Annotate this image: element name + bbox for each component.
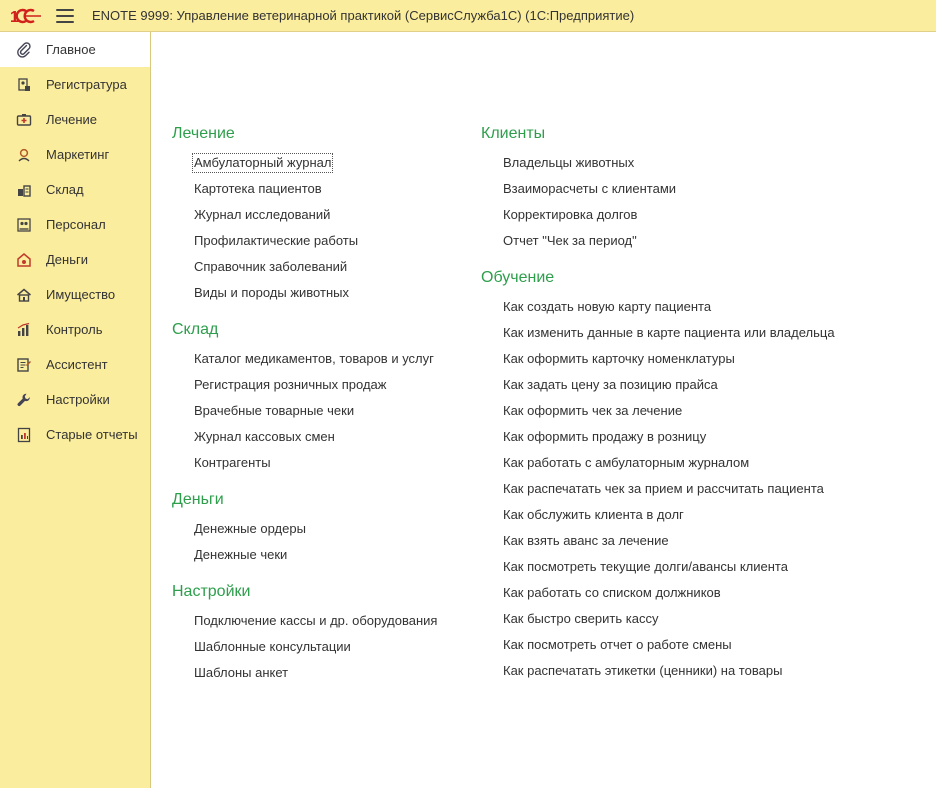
sidebar-item-label: Имущество [46,287,116,302]
nav-link[interactable] [481,376,931,402]
sidebar-item-label: Деньги [46,252,88,267]
nav-link[interactable] [481,610,931,636]
nav-link-text: Как создать новую карту пациента [503,299,712,314]
nav-link[interactable] [172,376,472,402]
sidebar-item-label: Старые отчеты [46,427,138,442]
sidebar-item-8[interactable] [0,312,150,347]
property-icon [16,287,32,303]
sidebar-item-label: Склад [46,182,84,197]
nav-link-text: Владельцы животных [503,155,635,170]
chart-icon [16,322,32,338]
nav-link[interactable] [481,506,931,532]
left-column [172,124,472,700]
nav-link-text: Контрагенты [194,455,271,470]
sidebar-item-label: Лечение [46,112,98,127]
section-title: Деньги [172,491,224,508]
nav-link[interactable] [481,180,931,206]
menu-line-icon [56,15,74,17]
nav-link[interactable] [172,284,472,310]
section-title: Клиенты [481,125,546,142]
nav-link-text: Журнал кассовых смен [194,429,335,444]
money-icon [16,252,32,268]
nav-link[interactable] [172,154,472,180]
nav-link-text: Каталог медикаментов, товаров и услуг [194,351,434,366]
nav-link-text: Как работать со списком должников [503,585,721,600]
nav-link-text: Взаиморасчеты с клиентами [503,181,677,196]
nav-link-text: Шаблонные консультации [194,639,351,654]
section-left-2 [172,490,472,572]
nav-link[interactable] [481,402,931,428]
nav-link-text: Амбулаторный журнал [194,155,332,170]
svg-text:1: 1 [10,8,19,24]
sidebar-item-label: Контроль [46,322,103,337]
nav-link-text: Профилактические работы [194,233,359,248]
nav-link-text: Врачебные товарные чеки [194,403,355,418]
nav-link[interactable] [481,480,931,506]
nav-link[interactable] [172,232,472,258]
sidebar-item-label: Главное [46,42,96,57]
section-left-1 [172,320,472,480]
nav-link-text: Как оформить чек за лечение [503,403,683,418]
nav-link[interactable] [481,532,931,558]
section-title: Настройки [172,583,251,600]
nav-link[interactable] [481,636,931,662]
nav-link[interactable] [481,662,931,688]
nav-link-text: Справочник заболеваний [194,259,348,274]
nav-link[interactable] [172,206,472,232]
nav-link-text: Как взять аванс за лечение [503,533,669,548]
right-column [481,124,931,698]
nav-link[interactable] [481,154,931,180]
nav-link[interactable] [481,350,931,376]
nav-link[interactable] [481,428,931,454]
nav-link[interactable] [172,350,472,376]
nav-link-text: Как распечатать этикетки (ценники) на товары [503,663,783,678]
nav-link-text: Регистрация розничных продаж [194,377,387,392]
sidebar-item-4[interactable] [0,172,150,207]
sidebar-item-label: Маркетинг [46,147,110,162]
nav-link[interactable] [481,558,931,584]
nav-link-text: Журнал исследований [194,207,331,222]
nav-link[interactable] [172,638,472,664]
nav-link-text: Как оформить карточку номенклатуры [503,351,735,366]
nav-link-text: Подключение кассы и др. оборудования [194,613,438,628]
paperclip-icon [16,42,32,58]
sidebar-item-label: Регистратура [46,77,127,92]
sidebar-item-11[interactable] [0,417,150,452]
nav-link[interactable] [172,180,472,206]
title-bar [0,0,936,32]
nav-link[interactable] [172,402,472,428]
nav-link[interactable] [172,520,472,546]
nav-link[interactable] [481,206,931,232]
sidebar-item-2[interactable] [0,102,150,137]
nav-link-text: Шаблоны анкет [194,665,289,680]
marketing-icon [16,147,32,163]
nav-link[interactable] [172,612,472,638]
nav-link[interactable] [481,298,931,324]
nav-link[interactable] [172,546,472,572]
nav-link-text: Как оформить продажу в розницу [503,429,707,444]
nav-link-text: Как обслужить клиента в долг [503,507,684,522]
nav-link-text: Корректировка долгов [503,207,638,222]
nav-link[interactable] [172,454,472,480]
section-title: Обучение [481,269,555,286]
nav-link-text: Денежные ордеры [194,521,306,536]
nav-link-text: Картотека пациентов [194,181,322,196]
nav-link[interactable] [481,232,931,258]
sidebar-item-6[interactable] [0,242,150,277]
sidebar-item-9[interactable] [0,347,150,382]
section-title: Лечение [172,125,235,142]
reception-icon [16,77,32,93]
nav-link[interactable] [172,664,472,690]
app-title: ENOTE 9999: Управление ветеринарной практикой (СервисСлужба1С) (1С:Предприятие) [92,8,635,23]
nav-link-text: Как изменить данные в карте пациента или владельца [503,325,835,340]
nav-link-text: Виды и породы животных [194,285,349,300]
assistant-icon [16,357,32,373]
wrench-icon [16,392,32,408]
sidebar-item-1[interactable] [0,67,150,102]
nav-link-text: Денежные чеки [194,547,288,562]
main-menu-button[interactable] [56,9,74,23]
nav-link-text: Как задать цену за позицию прайса [503,377,718,392]
nav-link-text: Как работать с амбулаторным журналом [503,455,750,470]
sections-sidebar [0,32,151,788]
nav-link-text: Как быстро сверить кассу [503,611,659,626]
nav-link-text: Как посмотреть текущие долги/авансы клиента [503,559,788,574]
report-icon [16,427,32,443]
nav-link-text: Как распечатать чек за прием и рассчитать пациента [503,481,824,496]
sidebar-item-3[interactable] [0,137,150,172]
nav-link[interactable] [172,428,472,454]
sidebar-item-0[interactable] [0,32,150,67]
sidebar-item-5[interactable] [0,207,150,242]
section-left-0 [172,124,472,310]
sidebar-item-7[interactable] [0,277,150,312]
staff-icon [16,217,32,233]
main-panel [151,32,936,788]
section-left-3 [172,582,472,690]
sidebar-item-10[interactable] [0,382,150,417]
sidebar-item-label: Ассистент [46,357,108,372]
section-right-1 [481,268,931,688]
section-right-0 [481,124,931,258]
warehouse-icon [16,182,32,198]
nav-link-text: Как посмотреть отчет о работе смены [503,637,732,652]
menu-line-icon [56,9,74,11]
nav-link[interactable] [481,454,931,480]
menu-line-icon [56,21,74,23]
medical-kit-icon [16,112,32,128]
nav-link-text: Отчет "Чек за период" [503,233,637,248]
nav-link[interactable] [172,258,472,284]
section-title: Склад [172,321,219,338]
1c-logo-icon [10,6,44,26]
sidebar-item-label: Настройки [46,392,110,407]
sidebar-item-label: Персонал [46,217,106,232]
nav-link[interactable] [481,584,931,610]
nav-link[interactable] [481,324,931,350]
